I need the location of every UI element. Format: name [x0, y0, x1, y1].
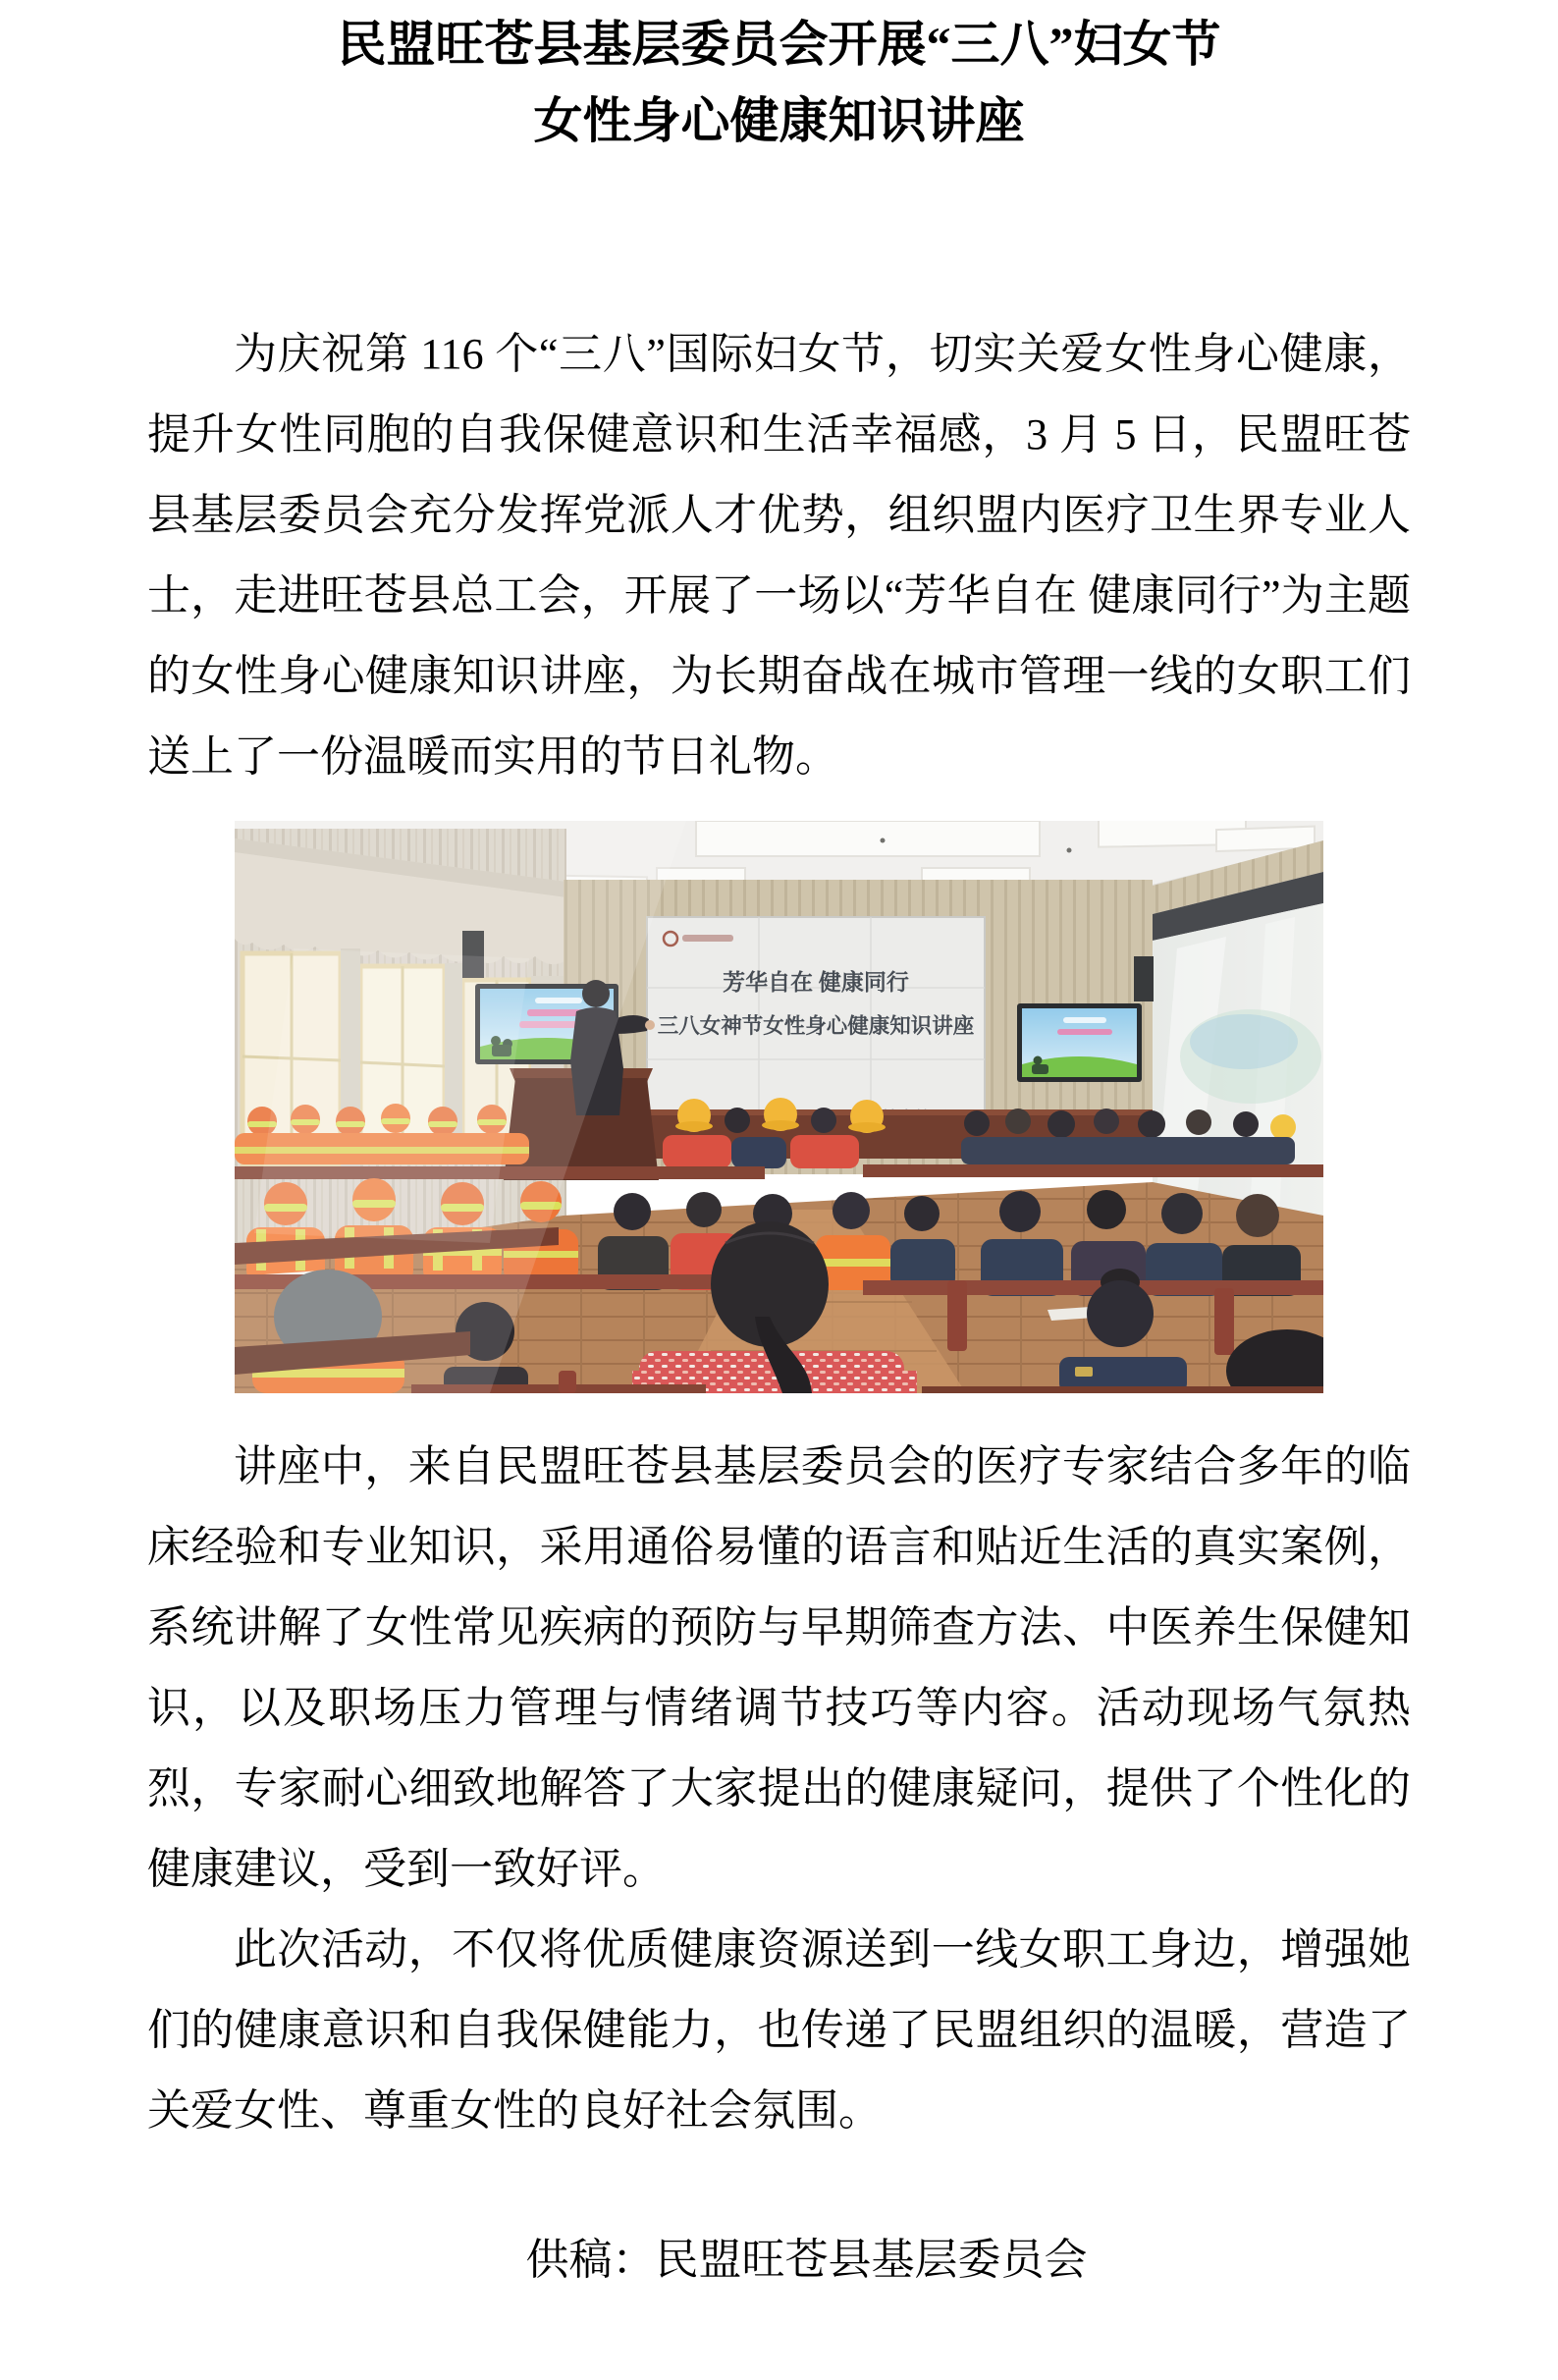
- article-body-top: [147, 314, 1411, 797]
- screen-title-line-2: 三八女神节女性身心健康知识讲座: [657, 1014, 975, 1038]
- article-body-bottom: [147, 1427, 1411, 2151]
- byline: 供稿：民盟旺苍县基层委员会: [525, 2236, 1088, 2284]
- conference-photo: [235, 821, 1323, 1393]
- conference-photo-scene: [235, 821, 1323, 1393]
- photo-haze: [235, 821, 1323, 1393]
- screen-title-line-1: 芳华自在 健康同行: [723, 970, 909, 995]
- article-title-line-2: 女性身心健康知识讲座: [533, 93, 1025, 148]
- article-title-line-1: 民盟旺苍县基层委员会开展“三八”妇女节: [337, 17, 1221, 72]
- paragraph-3: 此次活动，不仅将优质健康资源送到一线女职工身边，增强她们的健康意识和自我保健能力，也传递了民盟组织的温暖，营造了关爱女性、尊重女性的良好社会氛围。: [147, 1925, 1411, 2135]
- paragraph-1: 为庆祝第 116 个“三八”国际妇女节，切实关爱女性身心健康，提升女性同胞的自我保健意识和生活幸福感，3 月 5 日，民盟旺苍县基层委员会充分发挥党派人才优势，组织盟内医疗卫生界专业人士，走进旺苍县总工会，开展了一场以“芳华自在 健康同行”为主题的女性身心健康知识讲座，为长期奋战在城市管理一线的女职工们送上了一份温暖而实用的节日礼物。: [147, 330, 1411, 781]
- paragraph-2: 讲座中，来自民盟旺苍县基层委员会的医疗专家结合多年的临床经验和专业知识，采用通俗易懂的语言和贴近生活的真实案例，系统讲解了女性常见疾病的预防与早期筛查方法、中医养生保健知识，以及职场压力管理与情绪调节技巧等内容。活动现场气氛热烈，专家耐心细致地解答了大家提出的健康疑问，提供了个性化的健康建议，受到一致好评。: [147, 1442, 1411, 1893]
- article-title: [0, 0, 1558, 159]
